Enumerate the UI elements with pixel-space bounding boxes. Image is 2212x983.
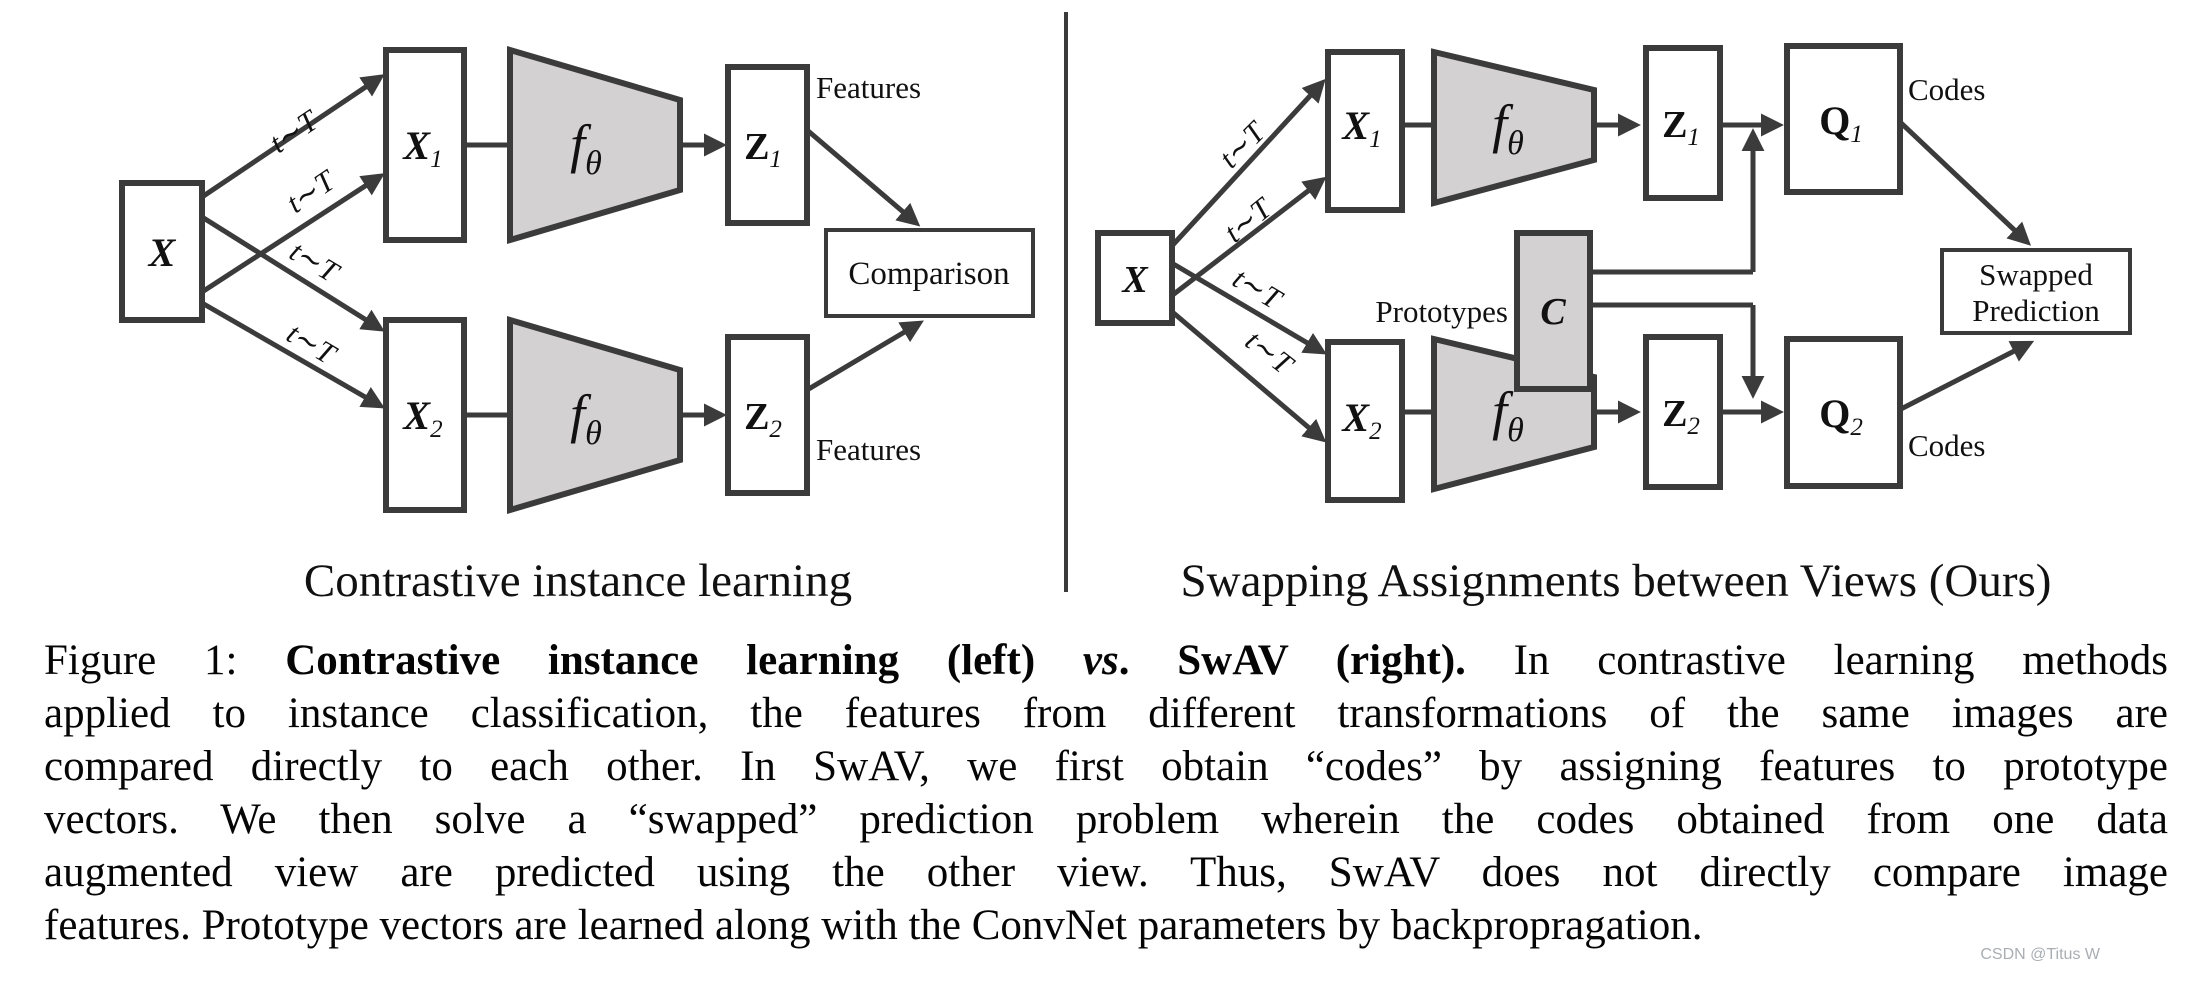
- features-top-label: Features: [816, 70, 922, 105]
- arrow-q2-to-swapped: [1899, 344, 2028, 410]
- prototypes-label: Prototypes: [1375, 294, 1508, 329]
- caption-line-4: [44, 793, 2168, 846]
- feature1-label: $Z_1$: [744, 126, 782, 173]
- caption-run: compared directly to each other. In SwAV, we first obtain “codes” by assigning features to prototype: [44, 743, 2168, 790]
- arrow-q1-to-swapped: [1900, 122, 2026, 241]
- encoder1-label: $f_\theta$: [570, 114, 602, 182]
- transform-label: t∼T: [280, 316, 341, 371]
- caption-line-1: [44, 634, 2168, 687]
- arrow-x-to-x2-b: [1170, 310, 1321, 438]
- panel-caption-right: Swapping Assignments between Views (Ours): [1180, 555, 2052, 607]
- view2-label: $X_2$: [1342, 395, 1382, 445]
- caption-run-bold: . SwAV (right).: [1118, 637, 1466, 684]
- feature1-label: $Z_1$: [1662, 104, 1700, 151]
- caption-run-bold: Contrastive instance learning (left): [285, 637, 1083, 684]
- caption-line-2: [44, 687, 2168, 740]
- input-label: X: [1122, 259, 1148, 301]
- transform-label: t∼T: [1218, 192, 1278, 250]
- caption-run: vectors. We then solve a “swapped” prediction problem wherein the codes obtained from one data: [44, 796, 2168, 843]
- caption-line-6: [44, 899, 2168, 952]
- caption-line-5: [44, 846, 2168, 899]
- transform-label: t∼T: [1212, 115, 1272, 175]
- figure-caption: [44, 634, 2168, 952]
- feature2-label: $Z_2$: [744, 396, 782, 443]
- view1-label: $X_1$: [403, 123, 443, 173]
- codes2-label: $Q_2$: [1819, 391, 1863, 441]
- panel-swav: [1098, 46, 2130, 607]
- input-label: X: [148, 230, 176, 275]
- caption-run: augmented view are predicted using the other view. Thus, SwAV does not directly compare image: [44, 849, 2168, 896]
- feature2-label: $Z_2$: [1662, 393, 1700, 440]
- panel-caption-left: Contrastive instance learning: [303, 555, 853, 607]
- encoder2-label: $f_\theta$: [1492, 381, 1524, 449]
- caption-run: features. Prototype vectors are learned along with the ConvNet parameters by backpropragation.: [44, 902, 1703, 949]
- caption-run: Figure 1:: [44, 637, 286, 684]
- codes-bottom-label: Codes: [1908, 428, 1986, 463]
- prototypes-box-label: C: [1540, 291, 1566, 333]
- swapped-prediction-label-line2: Prediction: [1972, 293, 2100, 328]
- swapped-prediction-label-line1: Swapped: [1979, 257, 2093, 292]
- caption-line-3: [44, 740, 2168, 793]
- codes-top-label: Codes: [1908, 72, 1986, 107]
- watermark: CSDN @Titus W: [1980, 946, 2100, 963]
- transform-label: t∼T: [280, 164, 341, 220]
- view1-label: $X_1$: [1342, 103, 1382, 153]
- features-bottom-label: Features: [816, 432, 922, 467]
- transform-label: t∼T: [263, 104, 324, 160]
- panel-contrastive: [122, 50, 1033, 607]
- arrow-z1-to-comparison: [807, 130, 915, 222]
- encoder1-label: $f_\theta$: [1492, 94, 1524, 162]
- transform-label: t∼T: [1238, 324, 1299, 381]
- encoder2-label: $f_\theta$: [570, 384, 602, 452]
- arrow-z2-to-comparison: [807, 324, 918, 390]
- comparison-label: Comparison: [848, 256, 1010, 292]
- transform-label: t∼T: [1226, 261, 1287, 316]
- caption-run: applied to instance classification, the features from different transformations of the same images are: [44, 690, 2168, 737]
- view2-label: $X_2$: [403, 393, 443, 443]
- arrow-x-to-x2-b: [202, 303, 379, 405]
- codes1-label: $Q_1$: [1819, 98, 1863, 148]
- caption-run: In contrastive learning methods: [1465, 637, 2168, 684]
- caption-run-bold-italic: vs: [1082, 637, 1119, 684]
- transform-label: t∼T: [283, 234, 344, 289]
